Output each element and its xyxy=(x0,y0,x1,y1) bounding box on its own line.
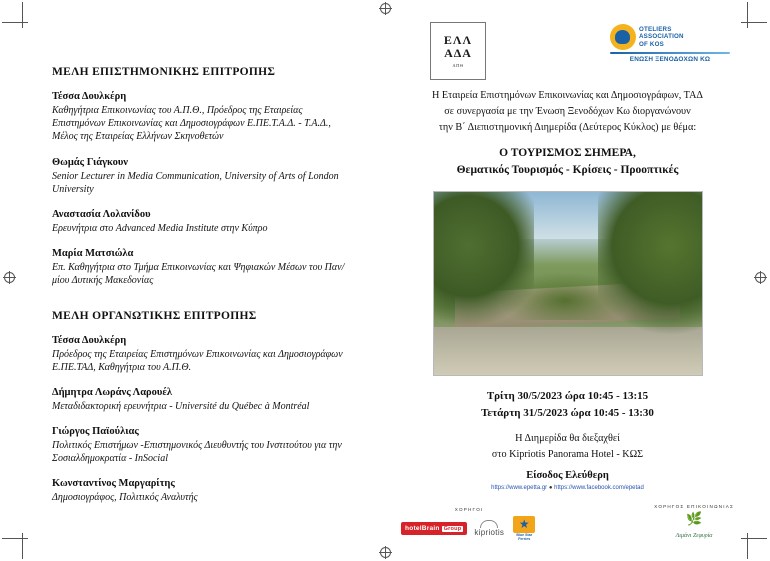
sponsors-label: ΧΟΡΗΓΟΙ xyxy=(454,506,484,512)
venue-line-1: Η Διημερίδα θα διεξαχθεί xyxy=(515,432,620,444)
event-photo xyxy=(433,191,703,376)
registration-mark-right xyxy=(754,271,767,284)
venue-line-2: στο Kipriotis Panorama Hotel - ΚΩΣ xyxy=(491,448,644,460)
member-description: Δημοσιογράφος, Πολιτικός Αναλυτής xyxy=(52,492,198,504)
kos-logo-en-line2: ASSOCIATION xyxy=(639,33,684,41)
hotelbrain-logo-icon xyxy=(401,522,467,535)
event-date-1: Τρίτη 30/5/2023 ώρα 10:45 - 13:15 xyxy=(486,389,649,402)
media-sponsor-group xyxy=(654,504,734,542)
event-column xyxy=(395,22,740,542)
member-description: Επ. Καθηγήτρια στο Τμήμα Επικοινωνίας και Ψηφιακών Μέσων του Παν/μίου Δυτικής Μακεδονίας xyxy=(52,262,345,287)
intro-text xyxy=(395,88,740,135)
sponsors-row xyxy=(395,504,740,542)
committee-column xyxy=(52,66,352,518)
registration-mark-left xyxy=(3,271,16,284)
website-link[interactable]: https://www.epetta.gr xyxy=(491,484,548,491)
committee-member xyxy=(52,157,352,196)
event-date-2: Τετάρτη 31/5/2023 ώρα 10:45 - 13:30 xyxy=(481,407,654,420)
event-venue xyxy=(395,431,740,463)
epetad-logo-icon xyxy=(430,22,486,80)
media-sponsor-label: ΧΟΡΗΓΟΣ ΕΠΙΚΟΙΝΩΝΙΑΣ xyxy=(654,503,734,509)
kos-hoteliers-logo-icon xyxy=(610,24,730,63)
link-separator: ● xyxy=(548,484,553,491)
intro-line-1: Η Εταιρεία Επιστημόνων Επικοινωνίας και Δημοσιογράφων, ΤΑΔ xyxy=(432,90,703,101)
committee-member xyxy=(52,335,352,374)
zefyria-name: Λιμάνι Ζεφυρία xyxy=(675,532,713,539)
zefyria-logo-icon xyxy=(654,510,734,542)
kos-swoosh-icon xyxy=(610,24,636,50)
member-name: Αναστασία Λολανίδου xyxy=(52,208,151,220)
scientific-committee-title: ΜΕΛΗ ΕΠΙΣΤΗΜΟΝΙΚΗΣ ΕΠΙΤΡΟΠΗΣ xyxy=(52,66,276,78)
trim-mark-bottom-right-h xyxy=(741,538,767,539)
leaf-icon: 🌿 xyxy=(685,510,703,526)
trim-mark-top-left-h xyxy=(2,22,28,23)
member-description: Πολιτικός Επιστήμων -Επιστημονικός Διευθυντής του Ινστιτούτου για την Σοσιαλδημοκρατία - InSocial xyxy=(52,440,342,465)
member-description: Καθηγήτρια Επικοινωνίας του Α.Π.Θ., Πρόεδρος της Εταιρείας Επιστημόνων Επικοινωνίας και Δημοσιογράφων Ε.ΠΕ.Τ.Α.Δ. - Τ.Α.Δ., Μέλος της Εταιρείας Ελλήνων Σκηνοθετών xyxy=(52,105,331,143)
trim-mark-top-left-v xyxy=(22,2,23,28)
member-name: Γιώργος Παϊούλιας xyxy=(52,426,139,438)
bluestar-name: Blue Star Ferries xyxy=(516,532,533,541)
header-logos xyxy=(395,22,740,84)
trim-mark-bottom-left-h xyxy=(2,538,28,539)
headline-line-2: Θεματικός Τουρισμός - Κρίσεις - Προοπτικές xyxy=(456,164,679,177)
headline-line-1: Ο ΤΟΥΡΙΣΜΟΣ ΣΗΜΕΡΑ, xyxy=(499,147,636,160)
member-name: Μαρία Ματσιώλα xyxy=(52,248,134,260)
member-description: Μεταδιδακτορική ερευνήτρια - Université du Québec à Montréal xyxy=(52,400,310,412)
member-description: Ερευνήτρια στο Advanced Media Institute στην Κύπρο xyxy=(52,222,268,234)
committee-member xyxy=(52,387,352,413)
committee-member xyxy=(52,91,352,144)
kipriotis-logo-icon: kipriotis xyxy=(474,520,504,537)
hotelbrain-suffix: Group xyxy=(443,526,462,533)
kos-logo-divider xyxy=(610,52,730,54)
epetad-logo-sub: ΑΠΘ xyxy=(452,63,464,69)
member-name: Κωνσταντίνος Μαργαρίτης xyxy=(52,478,175,490)
epetad-logo-line1: ΕΛΛ xyxy=(443,33,473,47)
sponsors-group xyxy=(401,507,537,542)
facebook-link[interactable]: https://www.facebook.com/epetad xyxy=(554,484,644,491)
committee-member xyxy=(52,248,352,287)
intro-line-2: σε συνεργασία με την Ένωση Ξενοδόχων Κω διοργανώνουν xyxy=(444,105,691,117)
registration-mark-bottom xyxy=(379,546,392,559)
intro-line-3: την Β΄ Διεπιστημονική Διημερίδα (Δεύτερος Κύκλος) με θέμα: xyxy=(438,121,697,133)
committee-member xyxy=(52,478,352,504)
trim-mark-top-right-h xyxy=(741,22,767,23)
event-headline xyxy=(395,145,740,178)
trim-mark-bottom-left-v xyxy=(22,533,23,559)
links-row xyxy=(395,485,740,491)
trim-mark-bottom-right-v xyxy=(747,533,748,559)
registration-mark-top xyxy=(379,2,392,15)
bluestar-ferries-logo-icon xyxy=(511,516,537,542)
committee-member xyxy=(52,209,352,235)
organizing-committee-title: ΜΕΛΗ ΟΡΓΑΝΩΤΙΚΗΣ ΕΠΙΤΡΟΠΗΣ xyxy=(52,309,257,322)
member-description: Πρόεδρος της Εταιρείας Επιστημόνων Επικοινωνίας και Δημοσιογράφων Ε.ΠΕ.ΤΑΔ, Καθηγήτρια του Α.Π.Θ. xyxy=(52,348,343,373)
member-description: Senior Lecturer in Media Communication, University of Arts of London University xyxy=(52,170,339,195)
kos-logo-gr: ΕΝΩΣΗ ΞΕΝΟΔΟΧΩΝ ΚΩ xyxy=(629,56,711,63)
committee-member xyxy=(52,426,352,465)
member-name: Δήμητρα Λωράνς Λαρουέλ xyxy=(52,386,173,398)
kos-logo-en-line1: OTELIERS xyxy=(639,26,672,34)
event-dates xyxy=(395,388,740,423)
member-name: Τέσσα Δουλκέρη xyxy=(52,334,127,346)
trim-mark-top-right-v xyxy=(747,2,748,28)
kos-logo-en-line3: OF KOS xyxy=(639,40,664,48)
member-name: Θωμάς Γιάγκουν xyxy=(52,156,128,168)
entry-notice: Είσοδος Ελεύθερη xyxy=(526,469,609,481)
member-name: Τέσσα Δουλκέρη xyxy=(52,91,127,102)
hotelbrain-name: hotelBrain xyxy=(405,525,440,533)
epetad-logo-line2: ΑΔΑ xyxy=(444,45,472,60)
